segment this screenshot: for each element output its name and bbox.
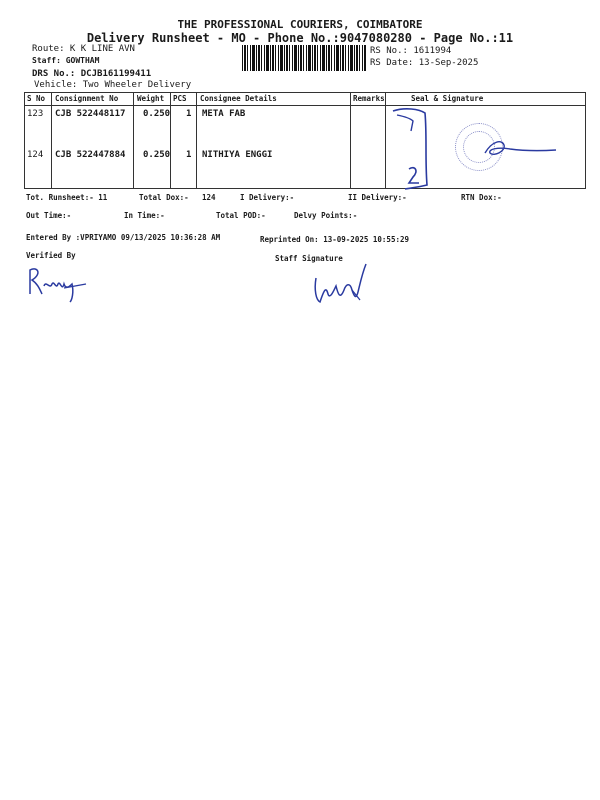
company-title: THE PROFESSIONAL COURIERS, COIMBATORE: [177, 18, 423, 31]
col-sno: S No: [27, 94, 46, 103]
entered-by: Entered By :VPRIYAMO 09/13/2025 10:36:28 AM: [26, 233, 221, 242]
vehicle-text: Vehicle: Two Wheeler Delivery: [34, 80, 192, 90]
in-time: In Time:-: [124, 211, 165, 220]
col-seal: Seal & Signature: [411, 94, 484, 103]
delvy-points: Delvy Points:-: [294, 211, 358, 220]
rs-date: RS Date: 13-Sep-2025: [370, 58, 479, 68]
total-dox-label: Total Dox:-: [139, 193, 189, 202]
col-divider: [170, 93, 171, 188]
tot-runsheet: Tot. Runsheet:- 11: [26, 193, 108, 202]
row-weight: 0.250: [143, 109, 171, 119]
row-consignee: META FAB: [202, 109, 246, 119]
staff-text: Staff: GOWTHAM: [32, 56, 100, 65]
row-weight: 0.250: [143, 150, 171, 160]
route-text: Route: K K LINE AVN: [32, 44, 135, 54]
row-consignment: CJB 522447884: [55, 150, 126, 160]
col-consignee: Consignee Details: [200, 94, 277, 103]
row-sno: 124: [27, 150, 44, 160]
ii-delivery: II Delivery:-: [348, 193, 407, 202]
col-divider: [350, 93, 351, 188]
total-pod: Total POD:-: [216, 211, 266, 220]
col-divider: [51, 93, 52, 188]
runsheet-subtitle: Delivery Runsheet - MO - Phone No.:9047080280 - Page No.:11: [86, 31, 514, 45]
rs-number: RS No.: 1611994: [370, 46, 452, 56]
table-header-row: [25, 93, 585, 106]
staff-signature-icon: [308, 260, 378, 310]
rtn-dox: RTN Dox:-: [461, 193, 502, 202]
col-weight: Weight: [137, 94, 165, 103]
consignment-table: [24, 92, 586, 189]
drs-number: DRS No.: DCJB161199411: [32, 69, 152, 79]
row-sno: 123: [27, 109, 44, 119]
seal-signature-icon: [480, 133, 560, 163]
row-pcs: 1: [186, 109, 192, 119]
row-pcs: 1: [186, 150, 192, 160]
col-remarks: Remarks: [353, 94, 385, 103]
staff-signature-label: Staff Signature: [275, 254, 343, 263]
i-delivery: I Delivery:-: [240, 193, 295, 202]
col-divider: [133, 93, 134, 188]
handwritten-marks-icon: [385, 105, 435, 190]
verified-signature-icon: [24, 264, 94, 304]
barcode-image: [242, 45, 366, 71]
col-pcs: PCS: [173, 94, 187, 103]
row-consignee: NITHIYA ENGGI: [202, 150, 273, 160]
out-time: Out Time:-: [26, 211, 72, 220]
reprinted-on: Reprinted On: 13-09-2025 10:55:29: [260, 235, 410, 244]
total-dox-value: 124: [202, 193, 216, 202]
col-consignment: Consignment No: [55, 94, 119, 103]
col-divider: [196, 93, 197, 188]
row-consignment: CJB 522448117: [55, 109, 126, 119]
verified-by-label: Verified By: [26, 251, 76, 260]
